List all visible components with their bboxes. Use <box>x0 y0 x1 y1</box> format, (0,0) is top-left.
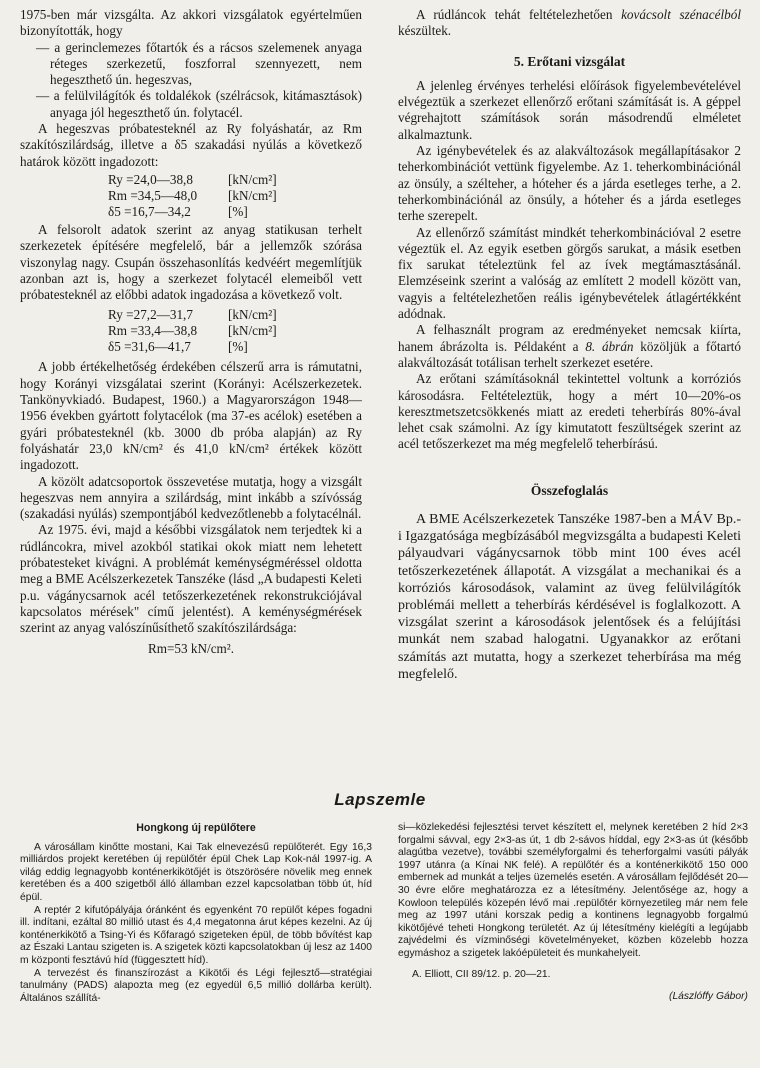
formula-value: Rm =33,4—38,8 <box>108 323 198 339</box>
paragraph: A városállam kinőtte mostani, Kai Tak elnevezésű repülőterét. Egy 16,3 milliárdos projekt keretében új repülőtér épül Chek Lap Kok-nál 1997-ig. A világ eddig legnagyobb konténerkikötőjét is ötszörösére növelik meg ennek keretében és a 400 szigetből álló államban ezzel kapcsolatban több út, híd épül. <box>20 841 372 903</box>
paragraph: si—közlekedési fejlesztési tervet készített el, melynek keretében 2 híd 2×3 forgalmi sávval, egy 2×3-as út, 1 db 2-sávos híddal, egy 2×3-as út (később alagútba vezetve), további személyforgalmi és teherforgalmi vasúti pályák 1997 utánra (a Kínai NK felé). A repülőtér és a konténerkikötő 150 000 embernek ad munkát a teljes üzemelés esetén. A városállam fejlődését 20—30 évre előre meghatározza ez a létesítmény. Jelentősége az, hogy a Kowloon település közepén lévő mai .repülőtér környezetileg már nem fele meg az 1997 utáni korszak pedig a kontinens legnagyobb forgalmú kikötőjévé teheti Hongkong területét. Az új létesítmény kielégíti a legújabb zajvédelmi és vízminőségi követelményeket, közben közelebb hozza egymáshoz a szigetek lakóépületeit és munkahelyeit. <box>398 822 748 959</box>
list-item: — a gerinclemezes főtartók és a rácsos szelemenek anyaga réteges szerkezetű, foszforral szennyezett, nem hegeszthető ún. hegeszvas, <box>36 39 362 88</box>
article-title: Hongkong új repülőtere <box>136 822 256 834</box>
review-right-column <box>398 822 748 1004</box>
paragraph: Az erőtani számításoknál tekintettel voltunk a korróziós károsodásra. Feltételeztük, hogy a mért 10—20%-os keresztmetszetcsökkenés miatt az eredeti teherbírás 80%-ával lehet csak számolni. Az így kimutatott feszültségek szerint az acél tetőszerkezet ma még megfelelő teherbírású. <box>398 371 741 452</box>
paragraph: 1975-ben már vizsgálta. Az akkori vizsgálatok egyértelműen bizonyították, hogy <box>20 7 362 39</box>
formula-block-1 <box>20 172 362 220</box>
formula-value: δ5 =16,7—34,2 <box>108 203 191 219</box>
paragraph: Az ellenőrző számítást mindkét teherkombinációval 2 esetre végeztük el. Az egyik esetben görgős sarukat, a másik esetben fix sarukat tételeztünk fel az ívek megtámasztásánál. Elemzéseink szerint a valóság az említett 2 modell között van, vagyis a feltételezhetően reális igénybevételek átlagértékként adódnak. <box>398 224 741 322</box>
right-column <box>398 7 741 683</box>
paragraph: A BME Acélszerkezetek Tanszéke 1987-ben a MÁV Bp.-i Igazgatósága megbízásából megvizsgálta a budapesti Keleti pályaudvari vágánycsarnok több mint 100 éves acél tetőszerkezetének állapotát. A vizsgálat a mechanikai és a korróziós károsodások, valamint az üveg felülvilágítók problémái mellett a teherbírás kérdésével is foglalkozott. A vizsgálat szerint a károsodások jelentősek és a felújítási munkát nem szabad halogatni. Ugyanakkor az erőtani számítás azt mutatta, hogy a szerkezet teherbírása ma még megfelelő. <box>398 512 741 682</box>
formula-value: δ5 =31,6—41,7 <box>108 339 191 355</box>
paragraph: A közölt adatcsoportok összevetése mutatja, hogy a vizsgált hegeszvas nem annyira a szilárdság, mint inkább a szívósság (szakadási nyúlás) szempontjából kedvezőtlenebb a folytacélnál. <box>20 473 362 522</box>
formula-unit: [%] <box>228 339 248 355</box>
author: (Lászlóffy Gábor) <box>669 991 748 1003</box>
section-title: Lapszemle <box>334 790 426 809</box>
paragraph: Az igénybevételek és az alakváltozások megállapításakor 2 teherkombinációt vettünk figyelembe. Az 1. teherkombinációnál az önsúly, a szélteher, a hóteher és a járda esetleges terhe, a 2. teherkombinációnál az önsúly, a hóteher és a járda esetleges terhe szerepelt. <box>398 143 741 224</box>
paragraph <box>398 7 741 40</box>
formula-value: Rm =34,5—48,0 <box>108 187 198 203</box>
section-heading: 5. Erőtani vizsgálat <box>513 53 626 69</box>
formula-value: Ry =24,0—38,8 <box>108 171 193 187</box>
formula-unit: [kN/cm²] <box>228 307 277 323</box>
paragraph: A jobb értékelhetőség érdekében célszerű arra is rámutatni, hogy Korányi vizsgálatai szerint (Korányi: Acélszerkezetek. Tankönyvkiadó. Budapest, 1960.) a Magyarországon 1948—1956 években gyártott folytacélok (ma 37-es acélok) esetében a gyári próbatesteknél (kb. 3000 db próba alapján) az Ry folyáshatár 23,0 kN/cm² és 41,0 kN/cm² értékek között ingadozott. <box>20 359 362 473</box>
section-heading: Összefoglalás <box>530 482 609 498</box>
emphasis: kovácsolt szénacélból <box>621 7 741 22</box>
paragraph: Az 1975. évi, majd a későbbi vizsgálatok nem terjedtek ki a rúdláncokra, mivel azokból statikai okok miatt nem lehetett próbatesteket kivágni. A problémát keménységméréssel oldotta meg a BME Acélszerkezetek Tanszéke (lásd „A budapesti Keleti p.u. vágánycsarnok acél tetőszerkezetének rekonstrukciójával kapcsolatos mérések" című jelentést). A keménységmérések szerint az anyag valószínűsíthető szakítószilárdsága: <box>20 522 362 636</box>
formula-unit: [kN/cm²] <box>228 187 277 203</box>
formula-value: Ry =27,2—31,7 <box>108 307 193 323</box>
paragraph: A reptér 2 kifutópályája óránként és egyenként 70 repülőt képes fogadni ill. indítani, ezáltal 80 millió utast és 4,4 megatonna árut képes kezelni. Az új konténerkikötő a Tsing-Yi és Kőfaragó szigeteken épül, de több bővítést kap az Északi Lantau szigeten is. A szigetek közti kapcsolatokban új lesz az 1400 m központi fesztávú híd (függesztett híd). <box>20 904 373 966</box>
reference: A. Elliott, CII 89/12. p. 20—21. <box>412 968 551 980</box>
review-left-column <box>20 822 372 1005</box>
figure-reference: 8. ábrán <box>585 338 634 354</box>
text-span: közöljük a főtartó alakváltozását totálisan terhelt szerkezet esetére. <box>398 338 742 370</box>
paragraph: A jelenleg érvényes terhelési előírások figyelembevételével elvégeztük a szerkezet ellenőrző erőtani számítását is. A géppel végrehajtott számítások során másodrendű elméletet alkalmaztunk. <box>398 77 741 142</box>
paragraph: A hegeszvas próbatesteknél az Ry folyáshatár, az Rm szakítószilárdság, illetve a δ5 szakadási nyúlás a következő határok között ingadozott: <box>20 121 362 169</box>
formula-block-2 <box>20 307 362 355</box>
text-span: készültek. <box>398 23 452 39</box>
paragraph: A tervezést és finanszírozást a Kikötői és Légi fejlesztő—stratégiai tanulmány (PADS) alapozta meg (ez egyedül 6,5 millió dollárba került). Általános szállítá- <box>20 967 372 1004</box>
text-span: A rúdláncok tehát feltételezhetően <box>416 7 622 22</box>
text-span: A felhasznált program az eredményeket nemcsak kiírta, hanem ábrázolta is. Példaként a <box>398 322 741 354</box>
formula-result: Rm=53 kN/cm². <box>147 640 235 656</box>
paragraph <box>398 322 741 371</box>
formula-unit: [kN/cm²] <box>228 171 277 187</box>
formula-unit: [%] <box>228 203 248 219</box>
paragraph: A felsorolt adatok szerint az anyag statikusan terhelt szerkezetek építésére megfelelő, bár a jellemzők szórása viszonylag nagy. Csupán összehasonlítás kedvéért megemlítjük azonban azt is, hogy a szerkezet folytacél elemeiből vett próbatesteknél az előbbi adatok ingadozása a következő volt. <box>20 221 362 303</box>
left-column <box>20 7 362 657</box>
list-item: — a felülvilágítók és toldalékok (szélrácsok, kitámasztások) anyaga jól hegeszthető ún. folytacél. <box>36 88 362 120</box>
formula-unit: [kN/cm²] <box>228 323 277 339</box>
